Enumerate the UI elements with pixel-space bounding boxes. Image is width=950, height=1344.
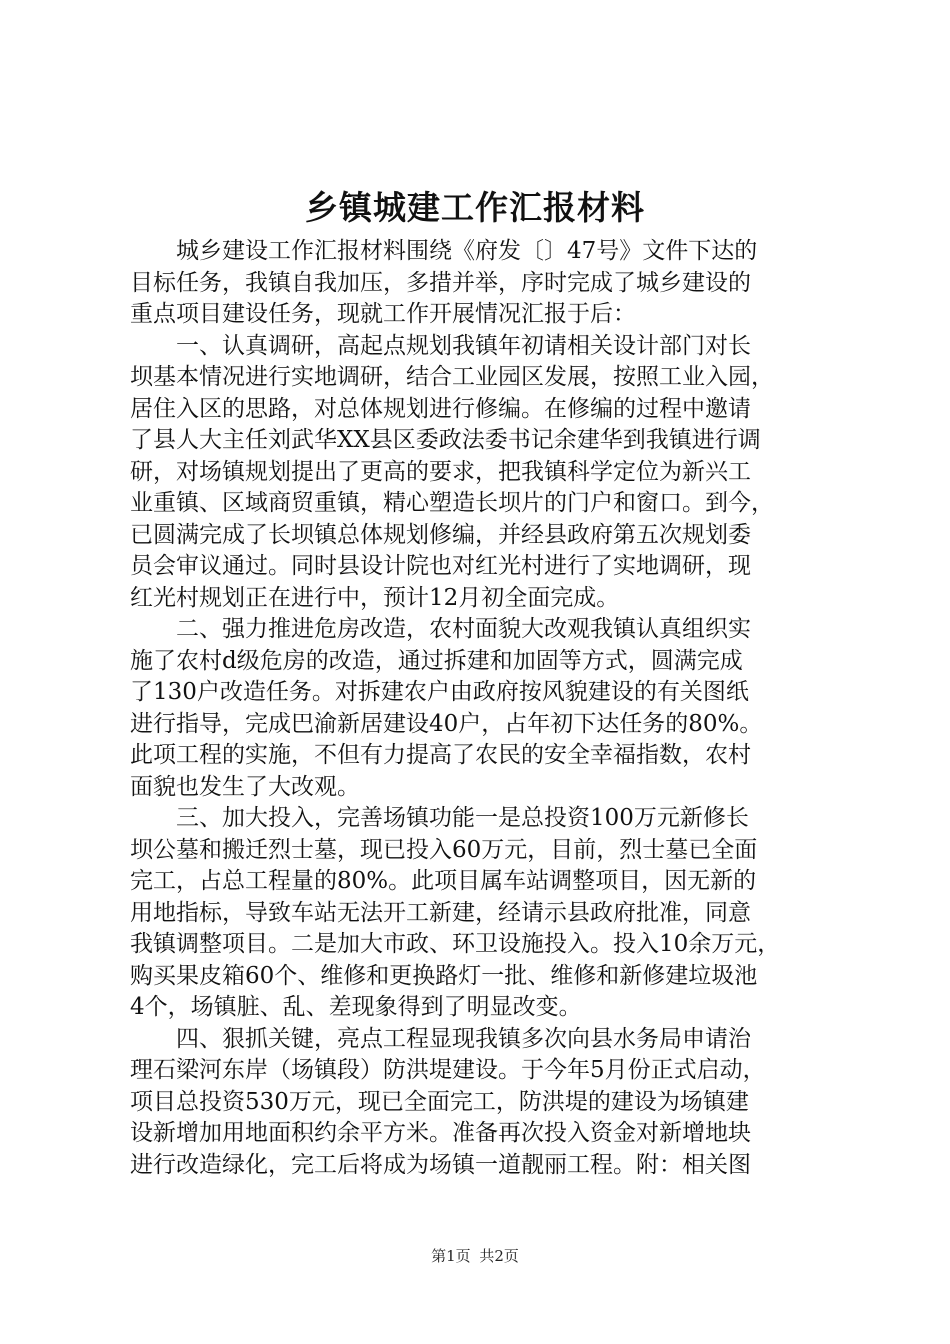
paragraph-housing: 二、强力推进危房改造，农村面貌大改观我镇认真组织实 施了农村d级危房的改造，通过拆建和加固等方式，圆满完成 了130户改造任务。对拆建农户由政府按风貌建设的有关图纸 进行指导，完成巴渝新居建设40户，占年初下达任务的80%。 此项工程的实施，不但有力提高了农民的安全幸福指数，农村 面貌也发生了大改观。 — [130, 616, 763, 800]
document-title: 乡镇城建工作汇报材料 — [305, 188, 645, 227]
document-body — [130, 236, 830, 1181]
paragraph-investment: 三、加大投入，完善场镇功能一是总投资100万元新修长 坝公墓和搬迁烈士墓，现已投入60万元，目前，烈士墓已全面 完工，占总工程量的80%。此项目属车站调整项目，因无新的 用地指标，导致车站无法开工新建，经请示县政府批准，同意 我镇调整项目。二是加大市政、环卫设施投入。投入10余万元， 购买果皮箱60个、维修和更换路灯一批、维修和新修建垃圾池 4个，场镇脏、乱、差现象得到了明显改变。 — [130, 805, 781, 1020]
page-footer — [0, 1246, 950, 1266]
paragraph-intro: 城乡建设工作汇报材料围绕《府发〔〕47号》文件下达的 目标任务，我镇自我加压，多措并举，序时完成了城乡建设的 重点项目建设任务，现就工作开展情况汇报于后： — [130, 238, 758, 327]
paragraph-key-projects: 四、狠抓关键，亮点工程显现我镇多次向县水务局申请治 理石梁河东岸（场镇段）防洪堤建设。于今年5月份正式启动， 项目总投资530万元，现已全面完工，防洪堤的建设为场镇建 设新增加用地面积约余平方米。准备再次投入资金对新增地块 进行改造绿化，完工后将成为场镇一道靓丽工程。附：相关图 — [130, 1025, 766, 1178]
page-number-current: 第1页 — [431, 1247, 471, 1265]
paragraph-planning: 一、认真调研，高起点规划我镇年初请相关设计部门对长 坝基本情况进行实地调研，结合工业园区发展，按照工业入园， 居住入区的思路，对总体规划进行修编。在修编的过程中邀请 了县人大主任刘武华XX县区委政法委书记余建华到我镇进行调 研，对场镇规划提出了更高的要求，把我镇科学定位为新兴工 业重镇、区域商贸重镇，精心塑造长坝片的门户和窗口。到今， 已圆满完成了长坝镇总体规划修编，并经县政府第五次规划委 员会审议通过。同时县设计院也对红光村进行了实地调研，现 红光村规划正在进行中，预计12月初全面完成。 — [130, 332, 774, 611]
page-number-total: 共2页 — [479, 1247, 519, 1265]
